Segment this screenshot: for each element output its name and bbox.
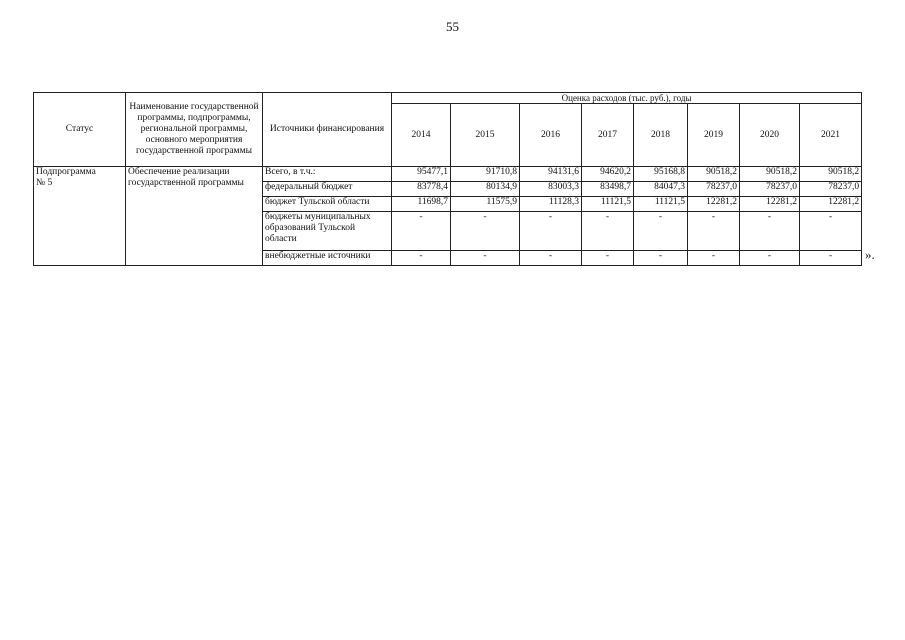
value-cell: - [800, 251, 862, 266]
source-cell: бюджет Тульской области [263, 197, 392, 212]
name-line: Обеспечение реализации [128, 167, 230, 178]
value-cell: 11698,7 [392, 197, 451, 212]
value-cell: 78237,0 [740, 182, 800, 197]
source-cell: Всего, в т.ч.: [263, 167, 392, 182]
value-cell: - [634, 251, 688, 266]
table-row [34, 167, 862, 182]
value-cell: 83003,3 [520, 182, 582, 197]
value-cell: 80134,9 [451, 182, 520, 197]
header-year: 2014 [392, 104, 451, 167]
name-cell [126, 167, 263, 266]
header-sources: Источники финансирования [263, 93, 392, 167]
value-cell: - [800, 212, 862, 251]
header-row-1 [34, 93, 862, 104]
value-cell: 91710,8 [451, 167, 520, 182]
header-status: Статус [34, 93, 126, 167]
value-cell: 12281,2 [740, 197, 800, 212]
value-cell: 94131,6 [520, 167, 582, 182]
header-year: 2018 [634, 104, 688, 167]
status-line: Подпрограмма [36, 167, 96, 178]
value-cell: 11121,5 [634, 197, 688, 212]
value-cell: - [688, 251, 740, 266]
value-cell: - [392, 212, 451, 251]
source-cell: внебюджетные источники [263, 251, 392, 266]
value-cell: 83778,4 [392, 182, 451, 197]
value-cell: 11121,5 [582, 197, 634, 212]
value-cell: 78237,0 [800, 182, 862, 197]
value-cell: - [634, 212, 688, 251]
value-cell: 90518,2 [688, 167, 740, 182]
header-year: 2020 [740, 104, 800, 167]
value-cell: - [520, 212, 582, 251]
page-number: 55 [446, 19, 459, 34]
value-cell: - [688, 212, 740, 251]
header-year: 2016 [520, 104, 582, 167]
value-cell: - [451, 251, 520, 266]
status-line: № 5 [36, 178, 53, 189]
value-cell: 90518,2 [740, 167, 800, 182]
source-cell: федеральный бюджет [263, 182, 392, 197]
value-cell: 84047,3 [634, 182, 688, 197]
value-cell: 83498,7 [582, 182, 634, 197]
header-year: 2021 [800, 104, 862, 167]
name-line: государственной программы [128, 178, 244, 189]
value-cell: 95477,1 [392, 167, 451, 182]
value-cell: - [582, 251, 634, 266]
value-cell: - [520, 251, 582, 266]
value-cell: - [451, 212, 520, 251]
header-name: Наименование государственной программы, подпрограммы, региональной программы, основного мероприятия государственной программы [126, 93, 263, 167]
value-cell: 95168,8 [634, 167, 688, 182]
value-cell: 78237,0 [688, 182, 740, 197]
value-cell: 94620,2 [582, 167, 634, 182]
value-cell: - [582, 212, 634, 251]
source-cell: бюджеты муниципальных образований Тульской области [263, 212, 392, 251]
value-cell: 11128,3 [520, 197, 582, 212]
value-cell: - [740, 212, 800, 251]
value-cell: 12281,2 [688, 197, 740, 212]
header-year: 2015 [451, 104, 520, 167]
closing-quote: ». [865, 247, 875, 262]
value-cell: 90518,2 [800, 167, 862, 182]
value-cell: 11575,9 [451, 197, 520, 212]
value-cell: - [392, 251, 451, 266]
header-year: 2017 [582, 104, 634, 167]
header-year: 2019 [688, 104, 740, 167]
header-expenses: Оценка расходов (тыс. руб.), годы [392, 93, 862, 104]
expenses-table [33, 92, 862, 266]
value-cell: 12281,2 [800, 197, 862, 212]
status-cell [34, 167, 126, 266]
value-cell: - [740, 251, 800, 266]
